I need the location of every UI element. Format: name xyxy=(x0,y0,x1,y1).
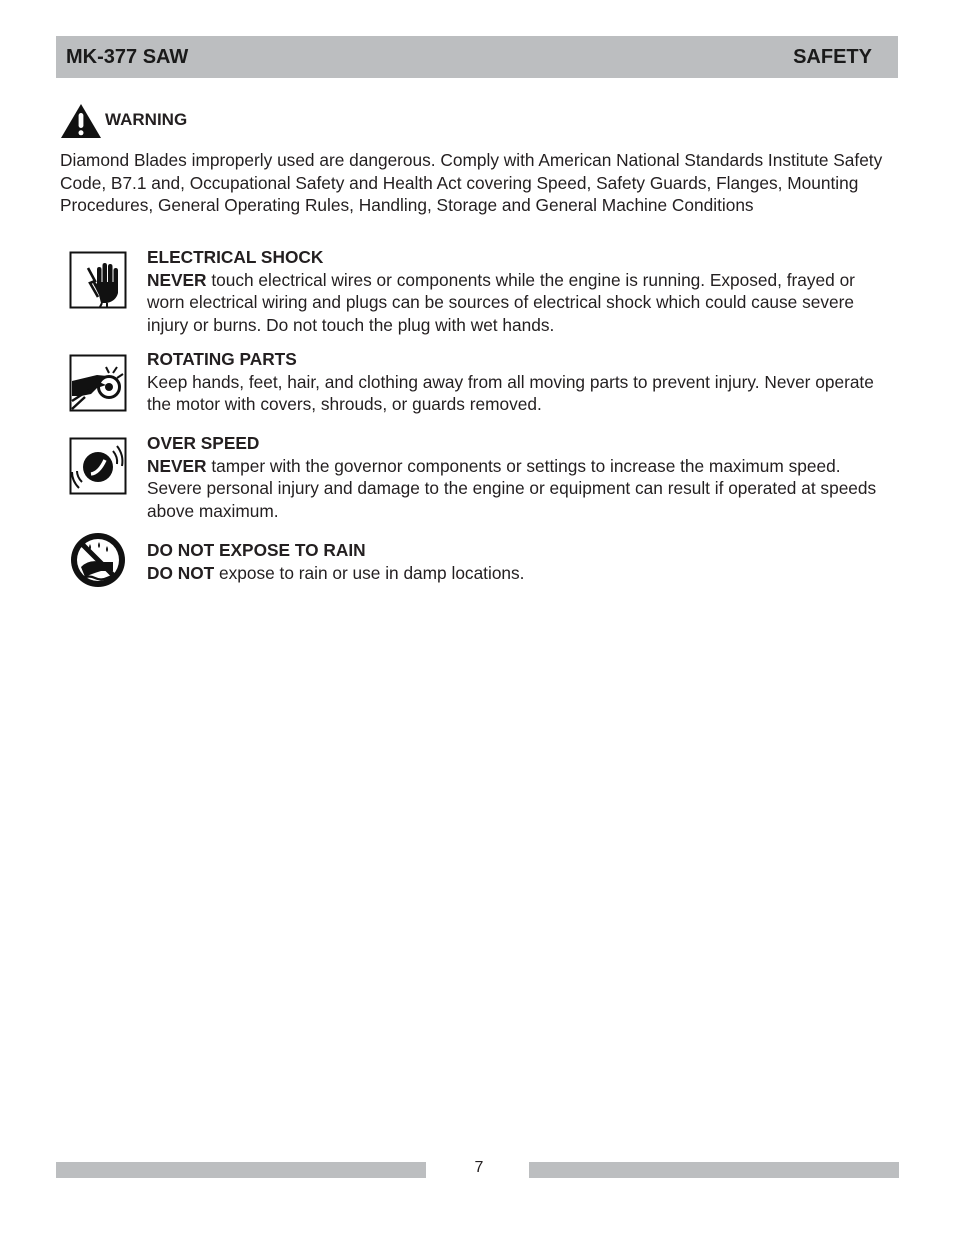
footer-bar-right xyxy=(529,1162,899,1178)
document-title: MK-377 SAW xyxy=(66,45,189,68)
section-text xyxy=(147,348,892,416)
section-heading: ROTATING PARTS xyxy=(147,349,297,369)
over-speed-icon xyxy=(69,437,127,495)
section-title: SAFETY xyxy=(793,45,872,68)
warning-heading xyxy=(60,103,187,139)
rotating-parts-icon xyxy=(69,354,127,412)
footer-bar-left xyxy=(56,1162,426,1178)
section-text xyxy=(147,539,892,584)
section-lead: NEVER xyxy=(147,269,207,290)
section-body: tamper with the governor components or settings to increase the maximum speed. Severe personal injury and damage to the engine or equipment can result if operated at speeds above maximum. xyxy=(147,455,877,521)
page-number: 7 xyxy=(474,1159,484,1176)
section-body: Keep hands, feet, hair, and clothing away from all moving parts to prevent injury. Never operate the motor with covers, shrouds, or guards removed. xyxy=(147,371,874,414)
header-bar xyxy=(56,36,898,78)
section-heading: OVER SPEED xyxy=(147,433,260,453)
warning-text: Diamond Blades improperly used are dangerous. Comply with American National Standards Institute Safety Code, B7.1 and, Occupational Safety and Health Act covering Speed, Safety Guards, Flanges, Mounting Procedures, General Operating Rules, Handling, Storage and General Machine Conditions xyxy=(60,150,883,215)
section-heading: DO NOT EXPOSE TO RAIN xyxy=(147,540,366,560)
section-body: expose to rain or use in damp locations. xyxy=(214,562,525,583)
section-lead: NEVER xyxy=(147,455,207,476)
warning-triangle-icon xyxy=(60,103,102,139)
section-body: touch electrical wires or components while the engine is running. Exposed, frayed or worn electrical wiring and plugs can be sources of electrical shock which could cause severe injury or burns. Do not touch the plug with wet hands. xyxy=(147,269,855,335)
electrical-shock-icon xyxy=(69,251,127,309)
no-rain-icon xyxy=(69,531,127,589)
section-text xyxy=(147,246,892,336)
section-text xyxy=(147,432,892,522)
section-heading: ELECTRICAL SHOCK xyxy=(147,247,324,267)
section-lead: DO NOT xyxy=(147,562,215,583)
warning-label: WARNING xyxy=(105,110,188,129)
